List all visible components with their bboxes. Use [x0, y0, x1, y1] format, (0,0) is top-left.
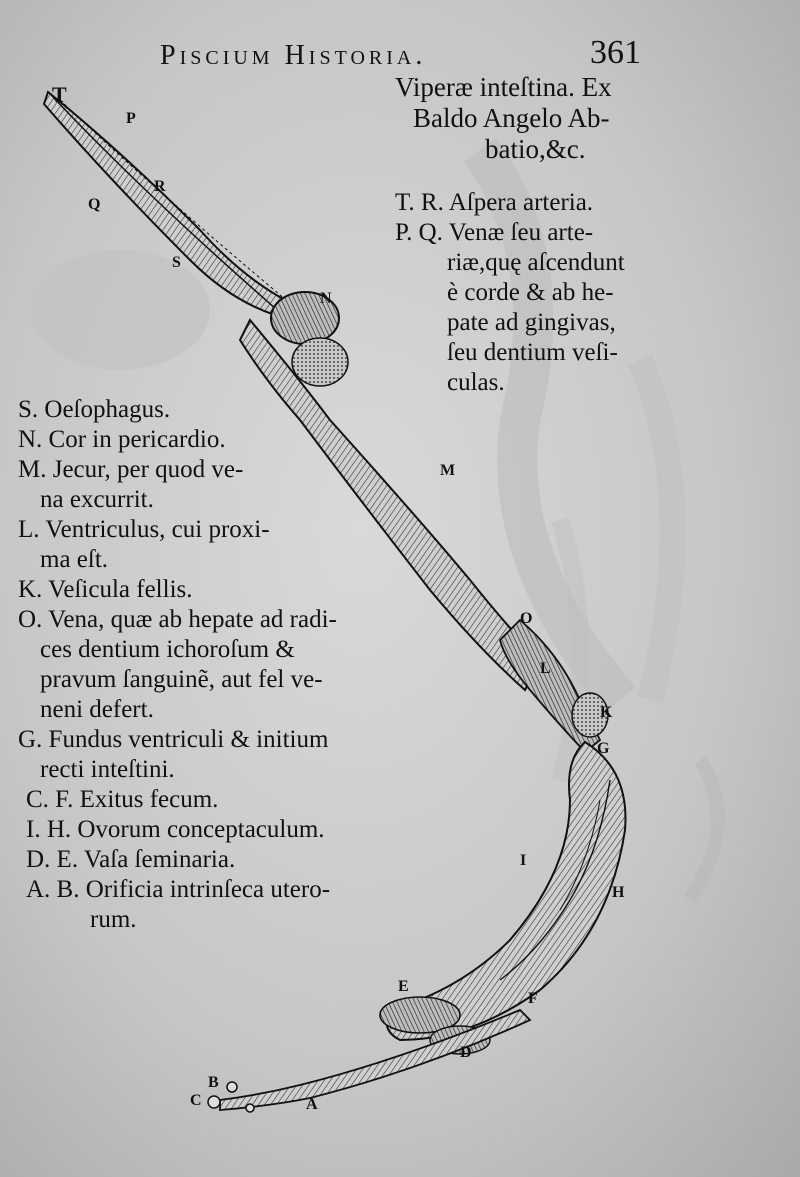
figure-label-f: F: [528, 990, 538, 1007]
legend-entry: S. Oeſophagus.: [18, 396, 171, 423]
caption-line: Viperæ inteſtina. Ex: [395, 72, 612, 102]
figure-label-l: L: [540, 660, 551, 677]
legend-entry: L. Ventriculus, cui proxi-: [18, 516, 270, 543]
page-header-title: Piscium Historia.: [160, 40, 427, 71]
legend-entry: G. Fundus ventriculi & initium: [18, 726, 329, 753]
figure-label-m: M: [440, 462, 456, 479]
orifice-a: [246, 1104, 254, 1112]
legend-entry: I. H. Ovorum conceptaculum.: [26, 816, 325, 843]
figure-label-e: E: [398, 978, 409, 995]
legend-entry: P. Q. Venæ ſeu arte-: [395, 219, 594, 246]
figure-label-k: K: [600, 704, 613, 721]
orifice-c: [208, 1096, 220, 1108]
figure-label-r: R: [154, 178, 166, 195]
intestine: [387, 742, 626, 1040]
legend-entry: riæ,quę aſcendunt: [447, 249, 625, 276]
legend-entry: neni defert.: [40, 696, 154, 723]
page-number: 361: [590, 34, 641, 71]
legend-entry: ces dentium ichoroſum &: [40, 636, 295, 663]
legend-entry: O. Vena, quæ ab hepate ad radi-: [18, 606, 337, 633]
rectum-tubes: [220, 1010, 530, 1110]
figure-label-h: H: [612, 884, 625, 901]
legend-entry: T. R. Aſpera arteria.: [395, 189, 594, 216]
pericardium: [292, 338, 348, 386]
legend-entry: K. Veſicula fellis.: [18, 576, 193, 603]
figure-label-b: B: [208, 1074, 219, 1091]
figure-label-i: I: [520, 852, 527, 869]
figure-label-c: C: [190, 1092, 202, 1109]
legend-entry: N. Cor in pericardio.: [18, 426, 226, 453]
figure-label-s: S: [172, 254, 181, 271]
figure-label-g: G: [597, 740, 610, 757]
legend-entry: C. F. Exitus fecum.: [26, 786, 219, 813]
legend-entry: rum.: [90, 906, 137, 933]
legend-entry: è corde & ab he-: [447, 279, 614, 306]
legend-entry: A. B. Orificia intrinſeca utero-: [26, 876, 331, 903]
figure-label-n: N: [320, 290, 332, 307]
caption-line: batio,&c.: [485, 134, 586, 164]
legend-entry: recti inteſtini.: [40, 756, 175, 783]
caption-line: Baldo Angelo Ab-: [413, 103, 610, 133]
figure-label-t: T: [52, 82, 67, 107]
legend-entry: na excurrit.: [40, 486, 154, 513]
legend-entry: pravum ſanguinẽ, aut fel ve-: [40, 666, 323, 693]
legend-entry: M. Jecur, per quod ve-: [18, 456, 244, 483]
legend-entry: culas.: [447, 369, 505, 396]
legend-entry: ſeu dentium veſi-: [447, 339, 618, 366]
figure-label-a: A: [306, 1096, 318, 1113]
legend-entry: D. E. Vaſa ſeminaria.: [26, 846, 236, 873]
figure-label-d: D: [460, 1044, 472, 1061]
legend-entry: ma eſt.: [40, 546, 109, 573]
figure-label-q: Q: [88, 196, 101, 213]
orifice-b: [227, 1082, 237, 1092]
legend-entry: pate ad gingivas,: [447, 309, 616, 336]
liver: [240, 320, 540, 690]
figure-label-p: P: [126, 110, 136, 127]
figure-label-o: O: [520, 610, 533, 627]
